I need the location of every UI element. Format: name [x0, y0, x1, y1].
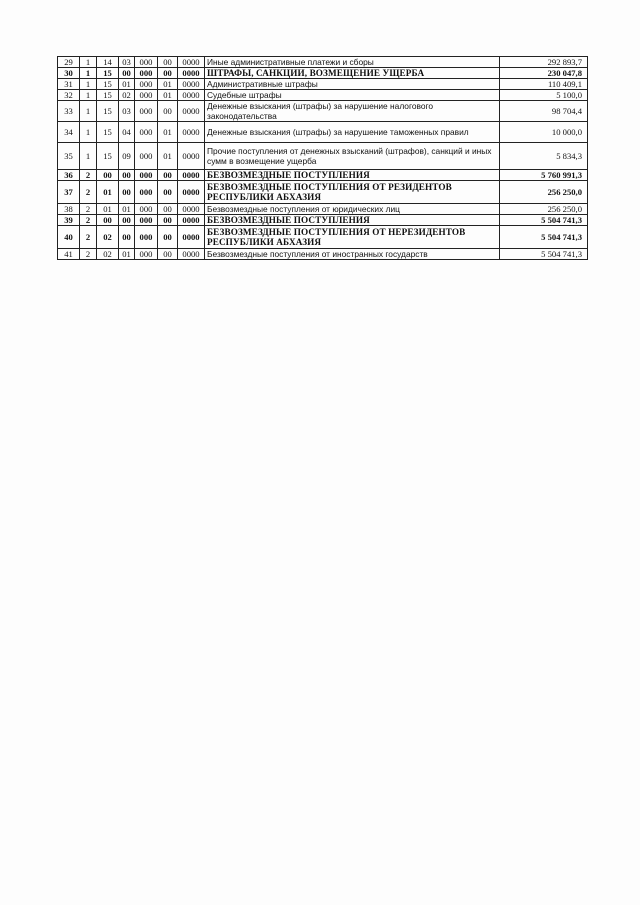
- code-group: 1: [80, 143, 97, 170]
- code-subgroup: 02: [97, 249, 119, 260]
- revenue-name: Безвозмездные поступления от иностранных государств: [205, 249, 500, 260]
- revenue-amount: 10 000,0: [500, 122, 588, 143]
- row-number: 34: [58, 122, 80, 143]
- code-article: 00: [119, 181, 135, 204]
- code-subgroup: 00: [97, 170, 119, 181]
- revenue-name: Административные штрафы: [205, 79, 500, 90]
- table-row: [58, 170, 588, 181]
- revenue-name: Иные административные платежи и сборы: [205, 57, 500, 68]
- code-subgroup: 00: [97, 215, 119, 226]
- code-element: 01: [158, 79, 178, 90]
- revenue-amount: 292 893,7: [500, 57, 588, 68]
- revenue-amount: 256 250,0: [500, 181, 588, 204]
- code-program: 0000: [178, 249, 205, 260]
- code-subarticle: 000: [135, 68, 158, 79]
- code-article: 01: [119, 204, 135, 215]
- revenue-amount: 230 047,8: [500, 68, 588, 79]
- revenue-name: Безвозмездные поступления от юридических лиц: [205, 204, 500, 215]
- code-subgroup: 01: [97, 204, 119, 215]
- code-article: 01: [119, 249, 135, 260]
- code-element: 00: [158, 57, 178, 68]
- code-subarticle: 000: [135, 170, 158, 181]
- code-program: 0000: [178, 68, 205, 79]
- code-group: 2: [80, 170, 97, 181]
- code-element: 00: [158, 101, 178, 122]
- table-row: [58, 90, 588, 101]
- revenue-amount: 5 834,3: [500, 143, 588, 170]
- revenue-amount: 5 504 741,3: [500, 226, 588, 249]
- code-program: 0000: [178, 226, 205, 249]
- code-subgroup: 01: [97, 181, 119, 204]
- revenue-amount: 5 504 741,3: [500, 215, 588, 226]
- code-article: 03: [119, 101, 135, 122]
- code-element: 00: [158, 249, 178, 260]
- code-subarticle: 000: [135, 101, 158, 122]
- code-article: 04: [119, 122, 135, 143]
- code-group: 2: [80, 226, 97, 249]
- code-article: 00: [119, 68, 135, 79]
- revenue-name: ШТРАФЫ, САНКЦИИ, ВОЗМЕЩЕНИЕ УЩЕРБА: [205, 68, 500, 79]
- revenue-amount: 256 250,0: [500, 204, 588, 215]
- code-program: 0000: [178, 170, 205, 181]
- code-subgroup: 15: [97, 90, 119, 101]
- revenue-name: Денежные взыскания (штрафы) за нарушение таможенных правил: [205, 122, 500, 143]
- code-article: 02: [119, 90, 135, 101]
- code-article: 01: [119, 79, 135, 90]
- code-element: 00: [158, 170, 178, 181]
- code-element: 00: [158, 204, 178, 215]
- row-number: 41: [58, 249, 80, 260]
- code-group: 2: [80, 181, 97, 204]
- code-subarticle: 000: [135, 249, 158, 260]
- code-element: 00: [158, 68, 178, 79]
- code-subarticle: 000: [135, 226, 158, 249]
- table-row: [58, 79, 588, 90]
- code-element: 01: [158, 90, 178, 101]
- code-program: 0000: [178, 90, 205, 101]
- code-subgroup: 15: [97, 143, 119, 170]
- row-number: 32: [58, 90, 80, 101]
- revenue-name: Денежные взыскания (штрафы) за нарушение налогового законодательства: [205, 101, 500, 122]
- code-program: 0000: [178, 181, 205, 204]
- code-article: 00: [119, 215, 135, 226]
- revenue-name: БЕЗВОЗМЕЗДНЫЕ ПОСТУПЛЕНИЯ: [205, 215, 500, 226]
- table-row: [58, 57, 588, 68]
- code-element: 00: [158, 215, 178, 226]
- code-subgroup: 15: [97, 101, 119, 122]
- table-row: [58, 204, 588, 215]
- code-group: 2: [80, 204, 97, 215]
- code-subarticle: 000: [135, 79, 158, 90]
- code-program: 0000: [178, 79, 205, 90]
- table-row: [58, 143, 588, 170]
- code-subarticle: 000: [135, 122, 158, 143]
- code-subarticle: 000: [135, 181, 158, 204]
- row-number: 38: [58, 204, 80, 215]
- code-program: 0000: [178, 57, 205, 68]
- code-subgroup: 15: [97, 79, 119, 90]
- revenue-amount: 5 504 741,3: [500, 249, 588, 260]
- table-row: [58, 101, 588, 122]
- table-row: [58, 181, 588, 204]
- code-subgroup: 15: [97, 68, 119, 79]
- code-article: 00: [119, 170, 135, 181]
- revenue-name: БЕЗВОЗМЕЗДНЫЕ ПОСТУПЛЕНИЯ: [205, 170, 500, 181]
- code-program: 0000: [178, 204, 205, 215]
- code-element: 00: [158, 181, 178, 204]
- row-number: 37: [58, 181, 80, 204]
- revenue-name: БЕЗВОЗМЕЗДНЫЕ ПОСТУПЛЕНИЯ ОТ НЕРЕЗИДЕНТОВ РЕСПУБЛИКИ АБХАЗИЯ: [205, 226, 500, 249]
- code-article: 00: [119, 226, 135, 249]
- code-group: 2: [80, 249, 97, 260]
- code-program: 0000: [178, 101, 205, 122]
- revenue-name: БЕЗВОЗМЕЗДНЫЕ ПОСТУПЛЕНИЯ ОТ РЕЗИДЕНТОВ РЕСПУБЛИКИ АБХАЗИЯ: [205, 181, 500, 204]
- code-subgroup: 14: [97, 57, 119, 68]
- code-group: 1: [80, 68, 97, 79]
- table-row: [58, 226, 588, 249]
- row-number: 31: [58, 79, 80, 90]
- code-program: 0000: [178, 143, 205, 170]
- code-element: 00: [158, 226, 178, 249]
- code-group: 1: [80, 90, 97, 101]
- code-group: 1: [80, 101, 97, 122]
- code-element: 01: [158, 143, 178, 170]
- code-program: 0000: [178, 122, 205, 143]
- row-number: 40: [58, 226, 80, 249]
- table-row: [58, 122, 588, 143]
- row-number: 35: [58, 143, 80, 170]
- table-row: [58, 215, 588, 226]
- code-group: 1: [80, 79, 97, 90]
- code-subarticle: 000: [135, 215, 158, 226]
- revenue-name: Судебные штрафы: [205, 90, 500, 101]
- code-program: 0000: [178, 215, 205, 226]
- row-number: 36: [58, 170, 80, 181]
- code-article: 09: [119, 143, 135, 170]
- row-number: 29: [58, 57, 80, 68]
- revenue-name: Прочие поступления от денежных взысканий (штрафов), санкций и иных сумм в возмещение ущерба: [205, 143, 500, 170]
- table-row: [58, 249, 588, 260]
- revenue-amount: 5 100,0: [500, 90, 588, 101]
- code-group: 2: [80, 215, 97, 226]
- code-subarticle: 000: [135, 90, 158, 101]
- code-element: 01: [158, 122, 178, 143]
- row-number: 39: [58, 215, 80, 226]
- code-subarticle: 000: [135, 204, 158, 215]
- code-subarticle: 000: [135, 57, 158, 68]
- code-group: 1: [80, 122, 97, 143]
- code-group: 1: [80, 57, 97, 68]
- revenue-table: [57, 56, 588, 260]
- table-row: [58, 68, 588, 79]
- revenue-amount: 98 704,4: [500, 101, 588, 122]
- revenue-amount: 5 760 991,3: [500, 170, 588, 181]
- revenue-amount: 110 409,1: [500, 79, 588, 90]
- code-subgroup: 15: [97, 122, 119, 143]
- code-article: 03: [119, 57, 135, 68]
- code-subarticle: 000: [135, 143, 158, 170]
- code-subgroup: 02: [97, 226, 119, 249]
- row-number: 33: [58, 101, 80, 122]
- row-number: 30: [58, 68, 80, 79]
